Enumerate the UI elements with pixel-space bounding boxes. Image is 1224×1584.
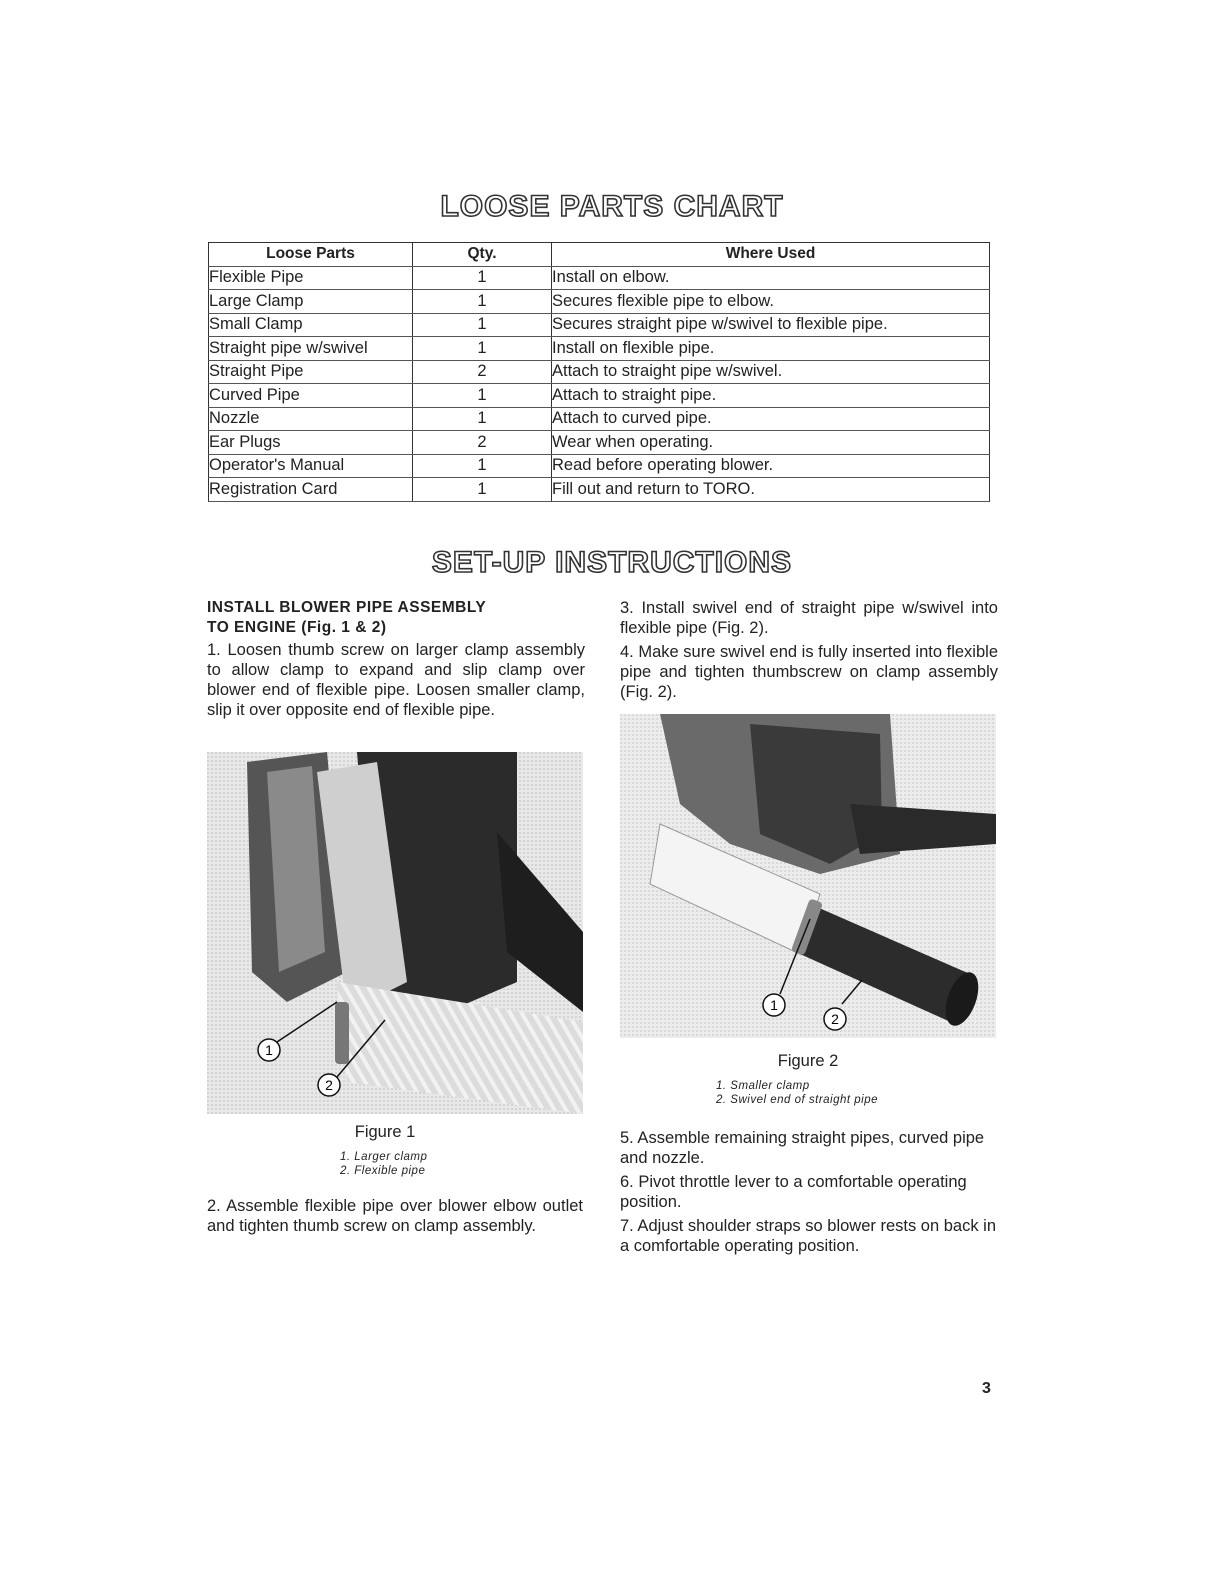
figure-2-legend-item: 1. Smaller clamp [716, 1080, 810, 1092]
table-row [209, 337, 990, 361]
step-7: 7. Adjust shoulder straps so blower rests on back in a comfortable operating position. [620, 1217, 997, 1255]
part-where-used: Read before operating blower. [552, 454, 990, 478]
right-column-lower [620, 1128, 998, 1260]
figure-1-legend-item: 1. Larger clamp [340, 1151, 428, 1163]
table-row [209, 313, 990, 337]
part-name: Operator's Manual [209, 454, 413, 478]
part-where-used: Secures straight pipe w/swivel to flexible pipe. [552, 313, 990, 337]
loose-parts-table [208, 242, 990, 502]
figure-2-illustration [620, 714, 996, 1038]
right-column [620, 598, 998, 706]
figure-1-caption: Figure 1 [354, 1123, 416, 1141]
part-qty: 2 [413, 360, 552, 384]
part-qty: 1 [413, 454, 552, 478]
step-6: 6. Pivot throttle lever to a comfortable operating position. [620, 1173, 967, 1211]
step-2: 2. Assemble flexible pipe over blower elbow outlet and tighten thumb screw on clamp assembly. [207, 1197, 583, 1235]
header-qty: Qty. [413, 243, 552, 267]
figure-2-photo [620, 714, 996, 1038]
part-qty: 1 [413, 290, 552, 314]
header-where-used: Where Used [552, 243, 990, 267]
part-qty: 1 [413, 478, 552, 502]
part-where-used: Install on elbow. [552, 266, 990, 290]
part-where-used: Fill out and return to TORO. [552, 478, 990, 502]
table-row [209, 266, 990, 290]
step-3: 3. Install swivel end of straight pipe w/swivel into flexible pipe (Fig. 2). [620, 599, 998, 637]
step-5: 5. Assemble remaining straight pipes, curved pipe and nozzle. [620, 1129, 985, 1167]
figure-1-illustration [207, 752, 583, 1114]
part-where-used: Attach to straight pipe. [552, 384, 990, 408]
table-header-row [209, 243, 990, 267]
part-qty: 1 [413, 313, 552, 337]
figure-1-callout-1: 1 [265, 1042, 273, 1058]
section-heading-line2: TO ENGINE (Fig. 1 & 2) [207, 619, 387, 636]
table-row [209, 360, 990, 384]
part-where-used: Install on flexible pipe. [552, 337, 990, 361]
figure-1-legend-item: 2. Flexible pipe [340, 1165, 426, 1177]
figure-2-caption: Figure 2 [777, 1052, 839, 1070]
part-name: Flexible Pipe [209, 266, 413, 290]
table-row [209, 290, 990, 314]
step-1: 1. Loosen thumb screw on larger clamp assembly to allow clamp to expand and slip clamp over blower end of flexible pipe. Loosen smaller clamp, slip it over opposite end of flexible pipe. [207, 641, 585, 719]
part-where-used: Attach to straight pipe w/swivel. [552, 360, 990, 384]
part-name: Registration Card [209, 478, 413, 502]
section-heading-line1: INSTALL BLOWER PIPE ASSEMBLY [207, 599, 487, 616]
table-row [209, 454, 990, 478]
part-name: Straight Pipe [209, 360, 413, 384]
table-row [209, 431, 990, 455]
table-row [209, 384, 990, 408]
table-row [209, 478, 990, 502]
part-name: Large Clamp [209, 290, 413, 314]
part-qty: 1 [413, 266, 552, 290]
figure-2-callout-2: 2 [831, 1011, 839, 1027]
part-where-used: Secures flexible pipe to elbow. [552, 290, 990, 314]
part-name: Curved Pipe [209, 384, 413, 408]
step-4: 4. Make sure swivel end is fully inserted into flexible pipe and tighten thumbscrew on clamp assembly (Fig. 2). [620, 643, 998, 701]
part-qty: 1 [413, 337, 552, 361]
figure-2-legend [716, 1079, 878, 1107]
setup-instructions-title: SET-UP INSTRUCTIONS [431, 546, 793, 579]
part-qty: 1 [413, 407, 552, 431]
part-name: Straight pipe w/swivel [209, 337, 413, 361]
part-qty: 1 [413, 384, 552, 408]
part-qty: 2 [413, 431, 552, 455]
figure-2-callout-1: 1 [770, 997, 778, 1013]
header-loose-parts: Loose Parts [209, 243, 413, 267]
loose-parts-chart-title: LOOSE PARTS CHART [440, 190, 784, 223]
figure-1-callout-2: 2 [325, 1077, 333, 1093]
page-number: 3 [982, 1380, 991, 1397]
part-name: Ear Plugs [209, 431, 413, 455]
part-where-used: Attach to curved pipe. [552, 407, 990, 431]
figure-2-legend-item: 2. Swivel end of straight pipe [716, 1094, 879, 1106]
figure-1-photo [207, 752, 583, 1114]
part-name: Small Clamp [209, 313, 413, 337]
part-where-used: Wear when operating. [552, 431, 990, 455]
table-row [209, 407, 990, 431]
part-name: Nozzle [209, 407, 413, 431]
left-column-lower [207, 1196, 583, 1240]
left-column [207, 598, 585, 724]
figure-1-legend [340, 1150, 427, 1178]
